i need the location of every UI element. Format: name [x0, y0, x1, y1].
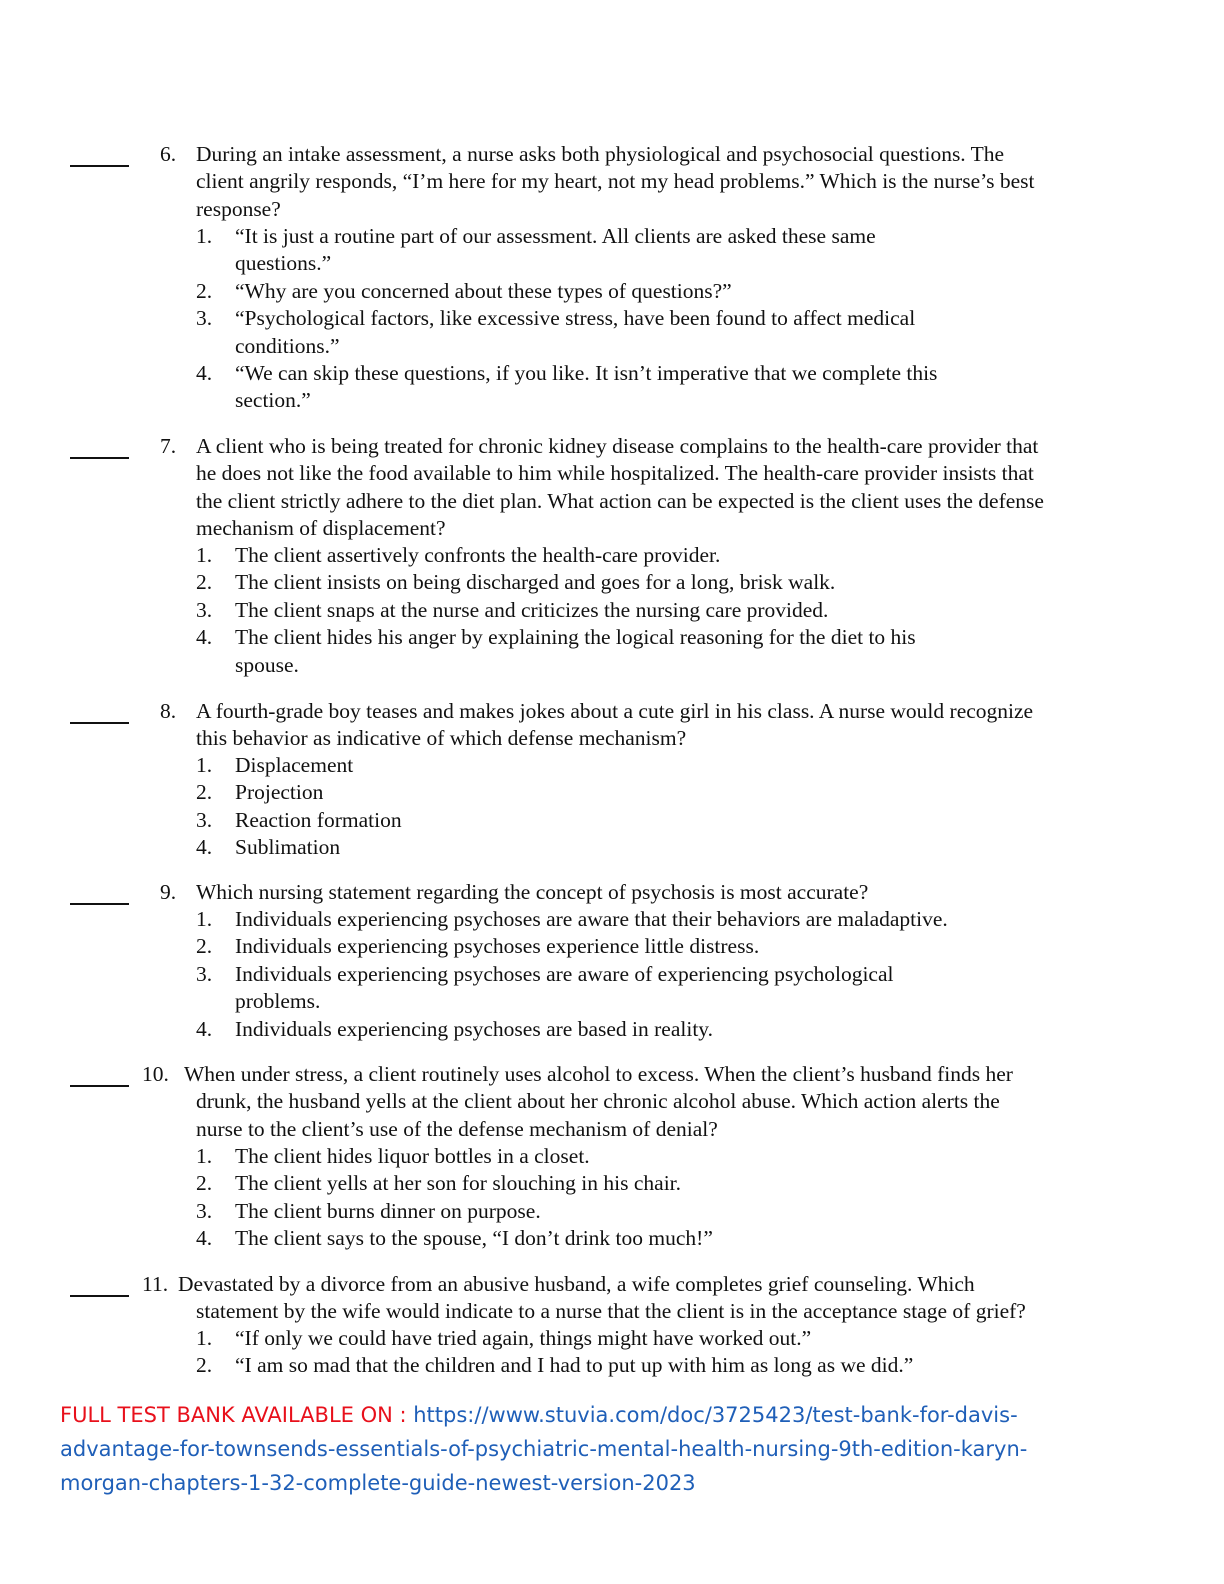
answer-options [196, 1325, 1096, 1380]
option: 4. “We can skip these questions, if you like. It isn’t imperative that we complete this section.” [196, 361, 938, 413]
option: 2. “I am so mad that the children and I had to put up with him as long as we did.” [196, 1353, 914, 1378]
promo-footer [60, 1398, 1180, 1500]
question-stem: When under stress, a client routinely uses alcohol to excess. When the client’s husband finds her drunk, the husband yells at the client about her chronic alcohol abuse. Which action alerts the nurse to the client’s use of the defense mechanism of denial? [184, 1062, 1013, 1141]
question-number: 11. [142, 1272, 169, 1296]
question-number: 8. [160, 699, 177, 723]
option: 2. Projection [196, 780, 324, 805]
answer-blank[interactable] [70, 457, 129, 459]
answer-options [196, 542, 1096, 679]
option: 3. Reaction formation [196, 807, 402, 832]
option: 2. Individuals experiencing psychoses experience little distress. [196, 934, 760, 959]
option: 1. Individuals experiencing psychoses are aware that their behaviors are maladaptive. [196, 907, 948, 931]
option: 2. “Why are you concerned about these types of questions?” [196, 278, 732, 303]
option: 1. The client assertively confronts the health-care provider. [196, 543, 721, 567]
option: 1. Displacement [196, 753, 354, 777]
answer-blank[interactable] [70, 165, 129, 167]
question-number: 6. [160, 142, 177, 166]
option: 1. “If only we could have tried again, things might have worked out.” [196, 1326, 812, 1350]
option: 2. The client yells at her son for slouching in his chair. [196, 1171, 682, 1196]
option: 3. Individuals experiencing psychoses are aware of experiencing psychological problems. [196, 961, 894, 1014]
option: 4. The client says to the spouse, “I don’t drink too much!” [196, 1226, 713, 1251]
question-stem: Devastated by a divorce from an abusive husband, a wife completes grief counseling. Which statement by the wife would indicate to a nurse that the client is in the acceptance stage of grief? [178, 1272, 1026, 1324]
answer-options [196, 906, 1096, 1043]
footer-link[interactable]: morgan-chapters-1-32-complete-guide-newest-version-2023 [60, 1471, 696, 1495]
answer-blank[interactable] [70, 1085, 129, 1087]
answer-blank[interactable] [70, 1295, 129, 1297]
option: 2. The client insists on being discharged and goes for a long, brisk walk. [196, 570, 836, 595]
footer-link[interactable]: advantage-for-townsends-essentials-of-psychiatric-mental-health-nursing-9th-edition-karyn- [60, 1437, 1028, 1461]
question-number: 10. [142, 1062, 169, 1086]
option: 3. “Psychological factors, like excessive stress, have been found to affect medical conditions.” [196, 306, 916, 358]
option: 4. Individuals experiencing psychoses are based in reality. [196, 1016, 714, 1041]
answer-options [196, 1143, 1096, 1253]
option: 3. The client snaps at the nurse and criticizes the nursing care provided. [196, 597, 829, 622]
option: 4. The client hides his anger by explaining the logical reasoning for the diet to his spouse. [196, 625, 916, 677]
question-stem: During an intake assessment, a nurse asks both physiological and psychosocial questions. The client angrily responds, “I’m here for my heart, not my head problems.” Which is the nurse’s best response? [196, 142, 1035, 221]
question-stem: Which nursing statement regarding the concept of psychosis is most accurate? [196, 880, 869, 904]
answer-blank[interactable] [70, 903, 129, 905]
answer-options [196, 752, 1096, 862]
question-stem: A client who is being treated for chronic kidney disease complains to the health-care provider that he does not like the food available to him while hospitalized. The health-care provider insists that the client strictly adhere to the diet plan. What action can be expected is the client uses the defense mechanism of displacement? [196, 434, 1044, 541]
footer-link[interactable]: https://www.stuvia.com/doc/3725423/test-bank-for-davis- [413, 1403, 1018, 1427]
question-number: 9. [160, 880, 177, 904]
answer-options [196, 223, 1096, 415]
option: 3. The client burns dinner on purpose. [196, 1198, 541, 1223]
question-stem: A fourth-grade boy teases and makes jokes about a cute girl in his class. A nurse would recognize this behavior as indicative of which defense mechanism? [196, 699, 1034, 751]
option: 1. The client hides liquor bottles in a closet. [196, 1144, 590, 1168]
footer-label: FULL TEST BANK AVAILABLE ON : [60, 1403, 414, 1427]
option: 4. Sublimation [196, 835, 341, 860]
option: 1. “It is just a routine part of our assessment. All clients are asked these same questions.” [196, 224, 876, 276]
answer-blank[interactable] [70, 722, 129, 724]
question-number: 7. [160, 434, 177, 458]
